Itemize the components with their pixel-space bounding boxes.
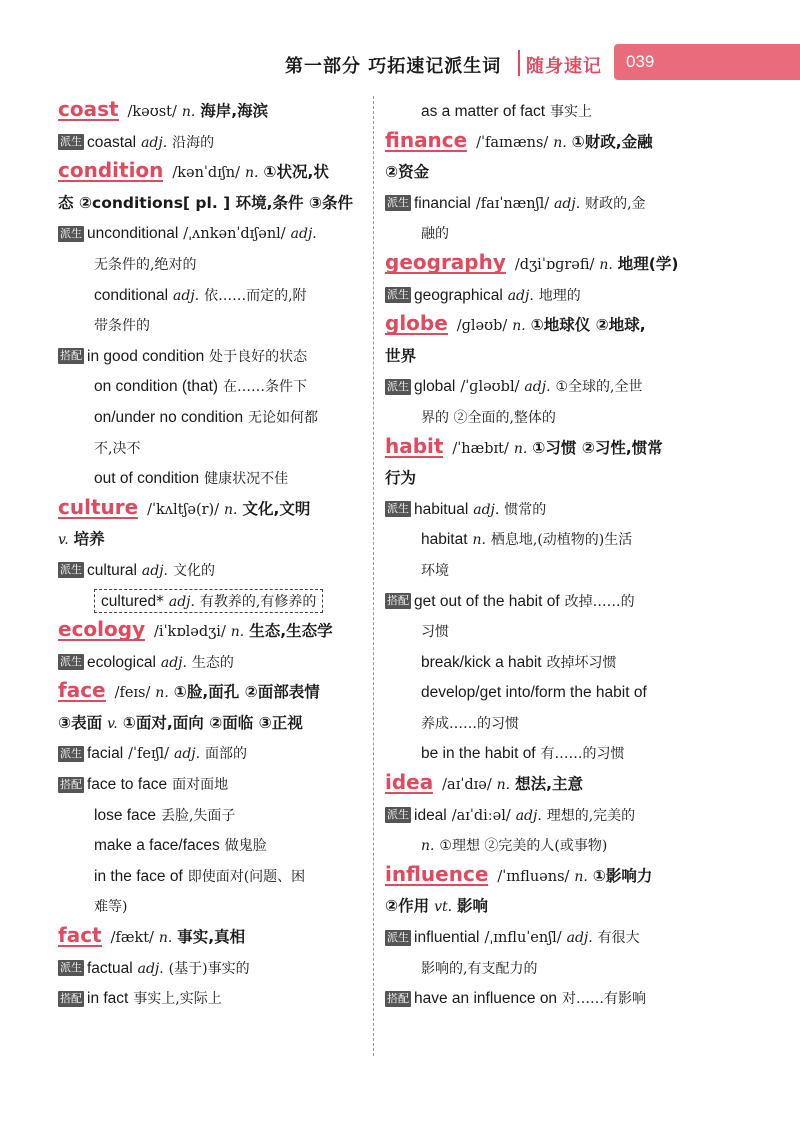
page-number-tab	[614, 44, 800, 80]
derived-coastal	[58, 127, 358, 158]
meaning: 行为	[385, 469, 417, 488]
part-of-speech: n.	[496, 777, 511, 794]
derived-habitat	[385, 524, 697, 555]
gloss: 环境	[421, 562, 449, 579]
gloss: 文化的	[172, 562, 215, 579]
part-of-speech: n.	[512, 318, 526, 335]
part-of-speech: adj.	[141, 562, 169, 579]
part-of-speech: adj.	[141, 134, 168, 151]
collocation-badge: 搭配	[387, 594, 409, 607]
headword: finance	[385, 127, 468, 152]
phrase-in-good-condition	[58, 341, 358, 372]
meaning: 想法,主意	[515, 775, 583, 794]
derived-word: facial	[87, 745, 124, 763]
gloss: 丢脸,失面子	[160, 807, 236, 824]
phrase-develop-habit-of	[385, 677, 697, 708]
part-of-speech: n.	[599, 256, 613, 273]
part-of-speech: adj.	[554, 195, 581, 212]
gloss: 养成……的习惯	[421, 715, 519, 732]
gloss: 面部的	[205, 746, 248, 763]
part-of-speech: adj.	[168, 593, 195, 610]
phrase: in the face of	[94, 867, 183, 885]
gloss: 影响的,有支配力的	[421, 960, 538, 977]
phrase-in-fact	[58, 983, 358, 1014]
phrase-break-kick-a-habit	[385, 647, 697, 678]
derived-word: unconditional	[87, 225, 179, 243]
collocation-badge: 搭配	[387, 991, 409, 1005]
page-header	[0, 0, 800, 90]
phrase: break/kick a habit	[421, 653, 542, 671]
entry-condition-cont	[58, 188, 358, 219]
phrase: lose face	[94, 806, 157, 824]
part-of-speech: n.	[158, 930, 173, 947]
meaning: 事实,真相	[177, 928, 246, 947]
derived-word: factual	[87, 959, 133, 977]
derived-cultural	[58, 555, 358, 586]
meaning: ③表面	[58, 713, 103, 732]
meaning: 态 ②conditions[ pl. ] 环境,条件 ③条件	[58, 193, 353, 212]
derived-badge: 派生	[60, 746, 82, 760]
collocation-badge: 搭配	[60, 349, 82, 363]
derived-global-cont	[385, 402, 697, 433]
derived-badge: 派生	[387, 808, 409, 822]
part-of-speech: vt.	[434, 899, 453, 916]
phonetic: /ˈɪnfluəns/	[497, 868, 570, 885]
entry-habit	[385, 433, 697, 464]
meaning: ①面对,面向 ②面临 ③正视	[122, 713, 303, 732]
part-of-speech: adj.	[137, 960, 164, 977]
part-of-speech: n.	[472, 532, 486, 549]
derived-financial-cont	[385, 218, 697, 249]
headword: geography	[385, 249, 506, 274]
phonetic: /ˌʌnkənˈdɪʃənl/	[183, 226, 286, 243]
derived-conditional	[58, 280, 358, 311]
phonetic: /ˈɡləʊbl/	[460, 379, 520, 396]
meaning: 海岸,海滨	[200, 102, 269, 120]
derived-word: ecological	[87, 653, 156, 671]
gloss: 无条件的,绝对的	[94, 256, 197, 273]
derived-ideal	[385, 800, 697, 831]
derived-unconditional	[58, 218, 358, 249]
headword: face	[58, 678, 106, 703]
headword: ecology	[58, 617, 146, 642]
entry-ecology	[58, 616, 358, 647]
star-mark: *	[156, 591, 164, 610]
collocation-badge: 搭配	[60, 991, 82, 1005]
entry-influence	[385, 861, 697, 892]
phrase: develop/get into/form the habit of	[421, 684, 647, 702]
derived-word: habitual	[414, 500, 469, 518]
part-of-speech: n.	[574, 868, 588, 885]
derived-badge: 派生	[60, 135, 82, 149]
gloss: 有很大	[597, 930, 640, 947]
part-title: 第一部分 巧拓速记派生词	[285, 56, 502, 77]
derived-financial	[385, 188, 697, 219]
phrase-make-a-face	[58, 830, 358, 861]
meaning: ①状况,状	[263, 163, 329, 182]
phonetic: /ˌɪnfluˈenʃl/	[484, 930, 562, 947]
phrase-lose-face	[58, 800, 358, 831]
gloss: 做鬼脸	[224, 838, 267, 855]
derived-influential-cont	[385, 953, 697, 984]
phrase: on condition (that)	[94, 378, 219, 396]
gloss: 依……而定的,附	[204, 287, 307, 304]
headword: habit	[385, 433, 444, 458]
phonetic: /ˈfaɪnæns/	[476, 134, 549, 151]
derived-habitual	[385, 494, 697, 525]
derived-word: cultural	[87, 561, 137, 579]
derived-global	[385, 371, 697, 402]
derived-badge: 派生	[60, 961, 82, 975]
gloss: 即使面对(问题、困	[187, 868, 306, 885]
entry-finance	[385, 127, 697, 158]
phonetic: /kənˈdɪʃn/	[172, 165, 241, 182]
entry-globe-cont	[385, 341, 697, 372]
phrase-in-the-face-of-cont	[58, 891, 358, 922]
part-of-speech: v.	[107, 715, 118, 732]
meaning: ①地球仪 ②地球,	[530, 316, 646, 335]
column-divider	[373, 96, 374, 1056]
entry-culture	[58, 494, 358, 525]
derived-badge: 派生	[60, 655, 82, 669]
meaning: 世界	[385, 346, 417, 365]
derived-badge: 派生	[387, 288, 409, 302]
gloss: 改掉……的	[564, 593, 635, 610]
headword: fact	[58, 923, 102, 948]
derived-badge: 派生	[387, 196, 409, 210]
derived-ecological	[58, 647, 358, 678]
entry-finance-cont	[385, 157, 697, 188]
entry-culture-cont	[58, 524, 358, 555]
collocation-badge: 搭配	[60, 777, 82, 791]
gloss: 事实上,实际上	[133, 991, 222, 1008]
phonetic: /feɪs/	[114, 685, 151, 702]
gloss: 处于良好的状态	[209, 348, 308, 365]
phrase-on-under-no-condition	[58, 402, 358, 433]
phonetic: /fækt/	[110, 930, 154, 947]
meaning: ②作用	[385, 897, 430, 916]
entry-influence-cont	[385, 891, 697, 922]
derived-geographical	[385, 280, 697, 311]
part-of-speech: adj.	[160, 654, 187, 671]
entry-idea	[385, 769, 697, 800]
meaning: ①脸,面孔 ②面部表情	[173, 683, 320, 702]
part-of-speech: n.	[181, 104, 196, 120]
gloss: 在……条件下	[223, 379, 308, 396]
page-number: 039	[626, 52, 655, 71]
headword: coast	[58, 97, 119, 121]
derived-badge: 派生	[60, 563, 82, 577]
phrase-on-under-no-condition-cont	[58, 433, 358, 464]
gloss: ①理想 ②完美的人(或事物)	[439, 838, 608, 855]
phonetic: /dʒiˈɒɡrəfi/	[514, 256, 595, 273]
headword: globe	[385, 311, 448, 336]
entry-face	[58, 677, 358, 708]
phrase: out of condition	[94, 470, 200, 488]
gloss: 栖息地,(动植物的)生活	[490, 532, 633, 549]
meaning: ①财政,金融	[571, 132, 653, 151]
entry-face-cont	[58, 708, 358, 739]
derived-badge: 派生	[60, 226, 82, 240]
phrase-out-of-condition	[58, 463, 358, 494]
phonetic: /iˈkɒlədʒi/	[154, 624, 226, 641]
meaning: ②资金	[385, 163, 430, 182]
phrase-have-an-influence-on	[385, 983, 697, 1014]
gloss: 地理的	[538, 287, 581, 304]
derived-word: geographical	[414, 286, 503, 304]
headword: condition	[58, 158, 164, 183]
derived-word: habitat	[421, 531, 468, 549]
gloss: ①全球的,全世	[555, 379, 643, 396]
entry-coast	[58, 96, 358, 127]
section-label: 随身速记	[526, 56, 602, 77]
derived-facial	[58, 738, 358, 769]
gloss: 面对面地	[172, 777, 229, 794]
derived-habitat-cont	[385, 555, 697, 586]
phonetic: /ˈfeɪʃl/	[128, 746, 170, 763]
derived-unconditional-gloss	[58, 249, 358, 280]
meaning: 培养	[73, 530, 105, 549]
entry-habit-cont	[385, 463, 697, 494]
derived-cultured	[58, 586, 358, 617]
phrase-get-out-of-the-habit-of	[385, 586, 697, 617]
derived-word: coastal	[87, 133, 137, 151]
part-of-speech: n.	[224, 501, 238, 518]
gloss: 难等)	[94, 899, 128, 916]
gloss: 有……的习惯	[540, 746, 625, 763]
gloss: 健康状况不佳	[204, 471, 289, 488]
phrase-face-to-face	[58, 769, 358, 800]
gloss: 带条件的	[94, 318, 150, 335]
gloss: 惯常的	[504, 501, 547, 518]
phrase-as-a-matter-of-fact	[385, 96, 697, 127]
part-of-speech: adj.	[515, 807, 542, 824]
part-of-speech: n.	[155, 685, 169, 702]
phonetic: /ɡləʊb/	[456, 318, 508, 335]
derived-factual	[58, 953, 358, 984]
entry-condition	[58, 157, 358, 188]
phrase: face to face	[87, 776, 168, 794]
phrase: be in the habit of	[421, 745, 536, 763]
phonetic: /aɪˈdiːəl/	[451, 807, 511, 824]
phrase: on/under no condition	[94, 408, 244, 426]
derived-badge: 派生	[387, 502, 409, 516]
left-column	[58, 96, 358, 1014]
derived-word: conditional	[94, 286, 169, 304]
gloss: 沿海的	[172, 134, 215, 151]
gloss: 有教养的,有修养的	[199, 593, 317, 610]
part-of-speech: adj.	[473, 501, 500, 518]
phrase: get out of the habit of	[414, 592, 560, 610]
phonetic: /aɪˈdɪə/	[442, 777, 492, 794]
meaning: 影响	[457, 897, 489, 916]
derived-badge: 派生	[387, 930, 409, 944]
derived-word: financial	[414, 194, 471, 212]
entry-fact	[58, 922, 358, 953]
part-of-speech: n.	[244, 165, 259, 182]
meaning: ①影响力	[592, 866, 653, 885]
part-of-speech: adj.	[173, 287, 200, 304]
phrase-be-in-the-habit-of	[385, 738, 697, 769]
headword: culture	[58, 494, 139, 519]
phrase-get-out-of-the-habit-of-cont	[385, 616, 697, 647]
derived-word: cultured	[101, 592, 157, 610]
gloss: 改掉坏习惯	[546, 654, 617, 671]
meaning: 文化,文明	[242, 499, 311, 518]
phrase: as a matter of fact	[421, 103, 546, 120]
phrase-on-condition-that	[58, 371, 358, 402]
phonetic: /ˈhæbɪt/	[452, 440, 509, 457]
highlight-box	[94, 589, 323, 613]
derived-ideal-cont	[385, 830, 697, 861]
meaning: 生态,生态学	[249, 622, 333, 641]
header-separator	[518, 50, 520, 76]
gloss: 事实上	[550, 104, 592, 120]
right-column	[385, 96, 697, 1014]
entry-globe	[385, 310, 697, 341]
meaning: ①习惯 ②习性,惯常	[532, 438, 663, 457]
gloss: 界的 ②全面的,整体的	[421, 409, 556, 426]
gloss: 财政的,金	[585, 195, 646, 212]
phonetic: /ˈkʌltʃə(r)/	[147, 501, 220, 518]
gloss: (基于)事实的	[168, 960, 250, 977]
part-of-speech: adj.	[507, 287, 534, 304]
phrase-in-the-face-of	[58, 861, 358, 892]
headword: influence	[385, 861, 489, 886]
derived-word: influential	[414, 929, 480, 947]
phrase: have an influence on	[414, 990, 558, 1008]
part-of-speech: adj.	[524, 379, 551, 396]
gloss: 理想的,完美的	[546, 807, 636, 824]
gloss: 融的	[421, 226, 449, 243]
part-of-speech: n.	[421, 838, 435, 855]
phonetic: /faɪˈnænʃl/	[475, 195, 550, 212]
gloss: 生态的	[191, 654, 234, 671]
part-of-speech: n.	[230, 624, 245, 641]
gloss: 无论如何都	[248, 409, 319, 426]
derived-word: ideal	[414, 806, 447, 824]
phonetic: /kəʊst/	[127, 104, 177, 120]
part-of-speech: n.	[513, 440, 528, 457]
phrase: in good condition	[87, 347, 205, 365]
gloss: 不,决不	[94, 440, 141, 457]
derived-influential	[385, 922, 697, 953]
derived-badge: 派生	[387, 379, 409, 393]
phrase: in fact	[87, 990, 129, 1008]
meaning: 地理(学)	[617, 254, 679, 273]
derived-conditional-cont	[58, 310, 358, 341]
entry-geography	[385, 249, 697, 280]
phrase: make a face/faces	[94, 837, 220, 855]
part-of-speech: adj.	[566, 930, 593, 947]
gloss: 习惯	[421, 624, 449, 641]
part-of-speech: adj.	[290, 226, 317, 243]
headword: idea	[385, 770, 434, 795]
part-of-speech: n.	[553, 134, 567, 151]
part-of-speech: v.	[58, 532, 69, 549]
gloss: 对……有影响	[562, 991, 646, 1008]
phrase-develop-habit-of-cont	[385, 708, 697, 739]
derived-word: global	[414, 378, 456, 396]
part-of-speech: adj.	[173, 746, 201, 763]
